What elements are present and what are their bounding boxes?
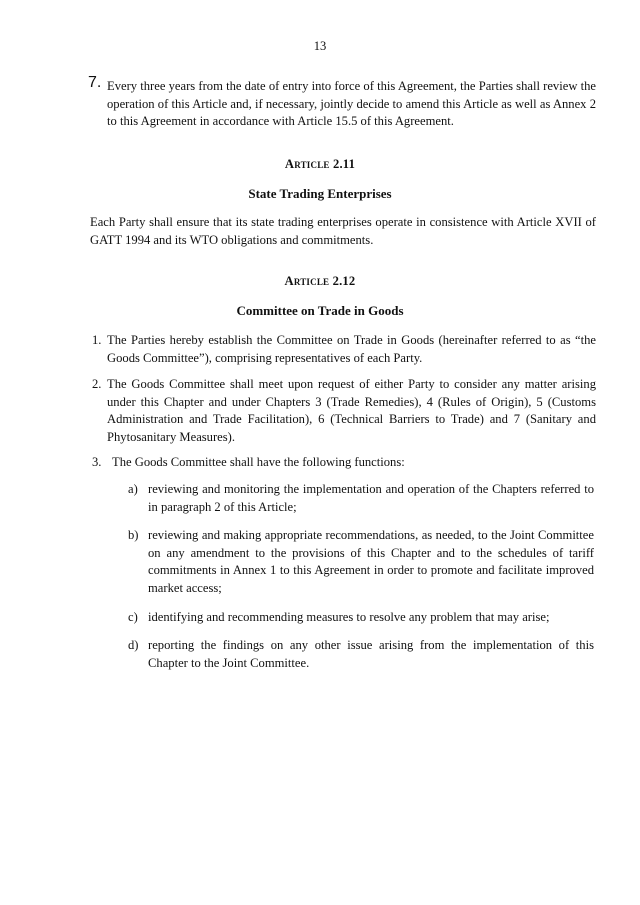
paragraph-text: The Goods Committee shall meet upon request of either Party to consider any matter arising under this Chapter and under Chapters 3 (Trade Remedies), 4 (Rules of Origin), 5 (Customs Administration and Trade Facilitation), 6 (Technical Barriers to Trade) and 7 (Sanitary and Phytosanitary Measures).	[107, 377, 596, 444]
article-2-12-subtitle: Committee on Trade in Goods	[236, 303, 404, 318]
item-text: reporting the findings on any other issue arising from the implementation of this Chapter to the Joint Committee.	[148, 638, 594, 670]
article-2-11-text: Each Party shall ensure that its state trading enterprises operate in consistence with Article XVII of GATT 1994 and its WTO obligations and commitments.	[90, 215, 596, 247]
item-label: a)	[128, 482, 138, 496]
paragraph-number: 1.	[92, 333, 102, 347]
article-2-11-title: Article 2.11	[284, 157, 356, 171]
item-text: reviewing and making appropriate recommendations, as needed, to the Joint Committee on any amendment to the provisions of this Chapter and to the schedules of tariff commitments in Annex 1 to this Agreement in order to promote and facilitate improved market access;	[148, 528, 594, 595]
paragraph-text: The Goods Committee shall have the following functions:	[112, 455, 405, 469]
paragraph-number: 3.	[92, 455, 102, 469]
item-label: d)	[128, 638, 139, 652]
item-text: identifying and recommending measures to resolve any problem that may arise;	[148, 610, 550, 624]
paragraph-text: The Parties hereby establish the Committee on Trade in Goods (hereinafter referred to as “the Goods Committee”), comprising representatives of each Party.	[107, 333, 596, 365]
page-number: 13	[313, 39, 327, 53]
item-label: b)	[128, 528, 139, 542]
paragraph-number: 2.	[92, 377, 102, 391]
article-2-11-subtitle: State Trading Enterprises	[248, 186, 392, 201]
article-2-12-title: Article 2.12	[284, 274, 356, 288]
paragraph-text: Every three years from the date of entry into force of this Agreement, the Parties shall review the operation of this Article and, if necessary, jointly decide to amend this Article as well as Annex 2 to this Agreement in accordance with Article 15.5 of this Agreement.	[107, 79, 596, 128]
paragraph-number: 7.	[88, 74, 102, 91]
item-label: c)	[128, 610, 138, 624]
item-text: reviewing and monitoring the implementation and operation of the Chapters referred to in paragraph 2 of this Article;	[148, 482, 594, 514]
